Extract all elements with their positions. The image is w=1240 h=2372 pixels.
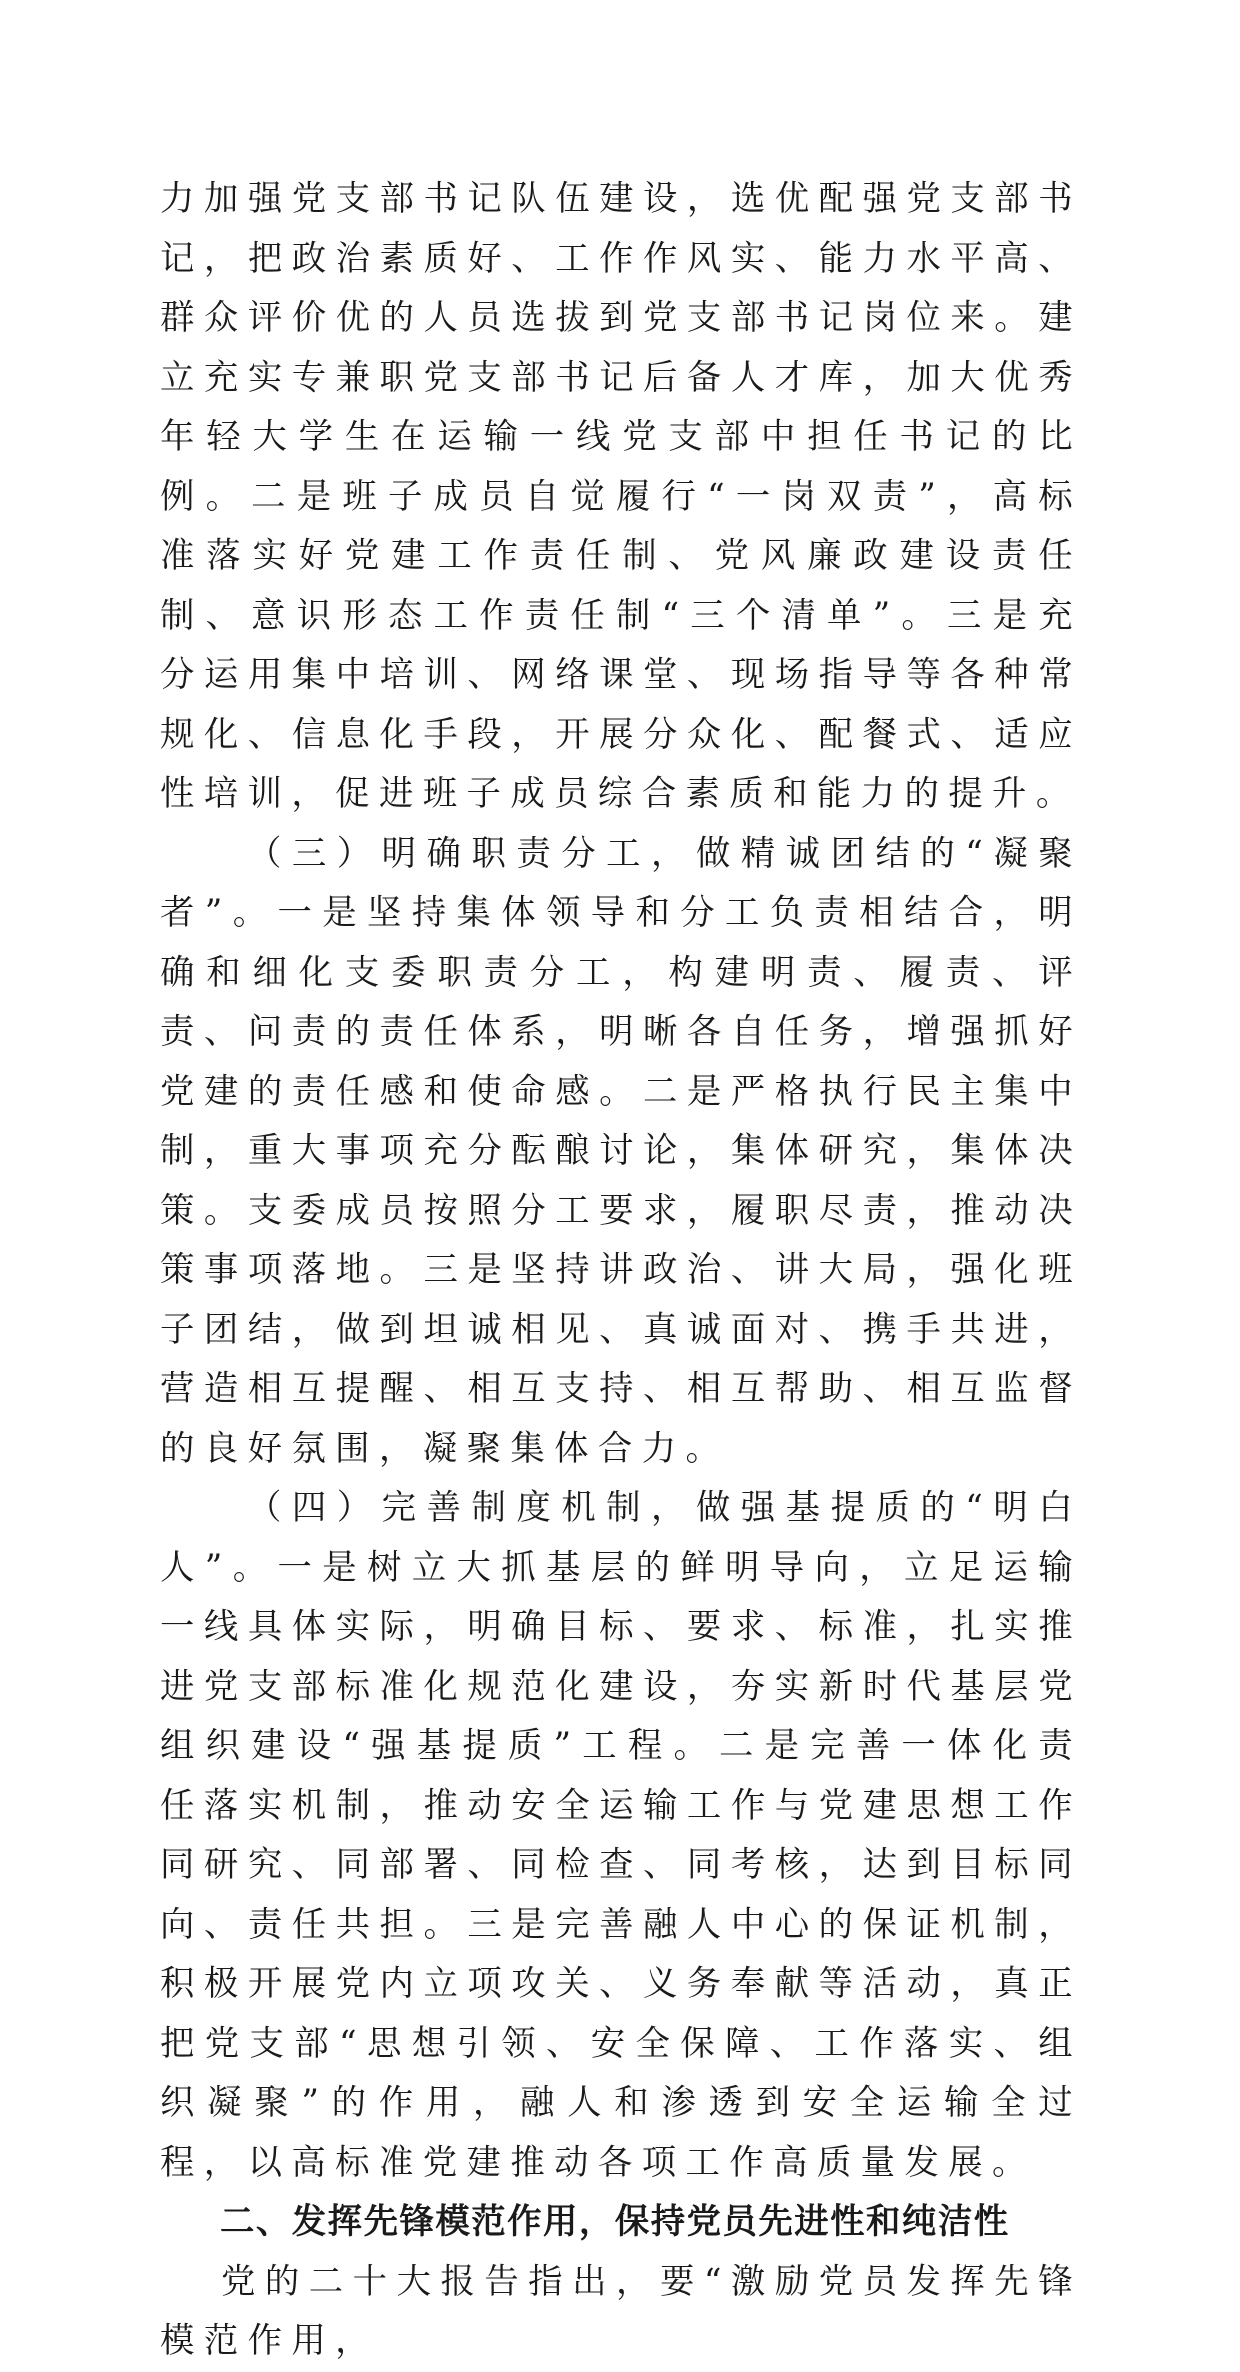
document-page — [160, 170, 1082, 2372]
body-paragraph-intro: 党的二十大报告指出，要“激励党员发挥先锋模范作用， — [160, 2261, 1082, 2361]
body-paragraph-section-three: （三）明确职责分工，做精诚团结的“凝聚者”。一是坚持集体领导和分工负责相结合，明确和细化支委职责分工，构建明责、履责、评责、问责的责任体系，明晰各自任务，增强抓好党建的责任感和使命感。二是严格执行民主集中制，重大事项充分酝酿讨论，集体研究，集体决策。支委成员按照分工要求，履职尽责，推动决策事项落地。三是坚持讲政治、讲大局，强化班子团结，做到坦诚相见、真诚面对、携手共进，营造相互提醒、相互支持、相互帮助、相互监督的良好氛围，凝聚集体合力。 — [160, 833, 1082, 1469]
section-heading-two: 二、发挥先锋模范作用，保持党员先进性和纯洁性 — [220, 2202, 1010, 2242]
body-paragraph-continued: 力加强党支部书记队伍建设，选优配强党支部书记，把政治素质好、工作作风实、能力水平高、群众评价优的人员选拔到党支部书记岗位来。建立充实专兼职党支部书记后备人才库，加大优秀年轻大学生在运输一线党支部中担任书记的比例。二是班子成员自觉履行“一岗双责”，高标准落实好党建工作责任制、党风廉政建设责任制、意识形态工作责任制“三个清单”。三是充分运用集中培训、网络课堂、现场指导等各种常规化、信息化手段，开展分众化、配餐式、适应性培训，促进班子成员综合素质和能力的提升。 — [160, 179, 1082, 814]
body-paragraph-section-four: （四）完善制度机制，做强基提质的“明白人”。一是树立大抓基层的鲜明导向，立足运输一线具体实际，明确目标、要求、标准，扎实推进党支部标准化规范化建设，夯实新时代基层党组织建设“强基提质”工程。二是完善一体化责任落实机制，推动安全运输工作与党建思想工作同研究、同部署、同检查、同考核，达到目标同向、责任共担。三是完善融人中心的保证机制，积极开展党内立项攻关、义务奉献等活动，真正把党支部“思想引领、安全保障、工作落实、组织凝聚”的作用，融人和渗透到安全运输全过程，以高标准党建推动各项工作高质量发展。 — [160, 1488, 1082, 2183]
